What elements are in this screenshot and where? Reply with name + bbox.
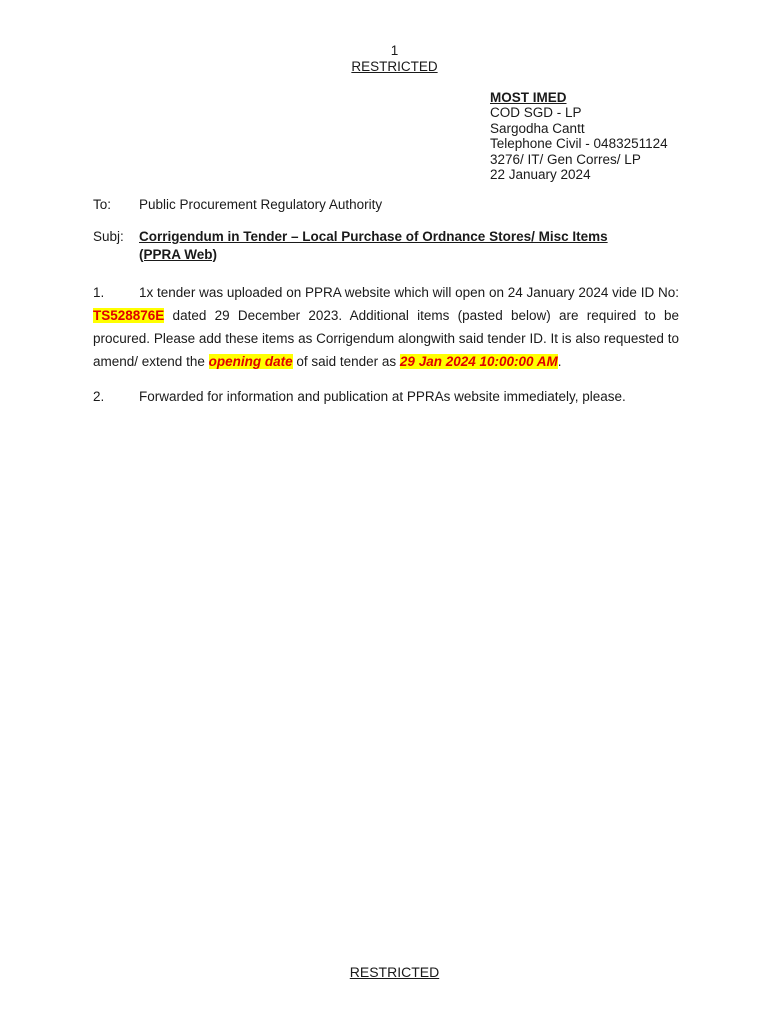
subject-label: Subj: <box>93 229 124 244</box>
paragraph-1-text-a: 1x tender was uploaded on PPRA website which will open on 24 January 2024 vide ID No: <box>139 285 679 300</box>
sender-block <box>490 90 668 182</box>
subject-line-1: Corrigendum in Tender – Local Purchase of Ordnance Stores/ Misc Items <box>139 229 608 244</box>
paragraph-1-text-d: . <box>557 354 562 369</box>
tender-id-highlight: TS528876E <box>93 308 165 323</box>
classification-header: RESTRICTED <box>351 59 438 74</box>
classification-footer: RESTRICTED <box>349 964 440 980</box>
subject-text <box>139 228 679 263</box>
paragraph-2-text: Forwarded for information and publication at PPRAs website immediately, please. <box>139 389 626 404</box>
sender-line-3: Sargodha Cantt <box>490 120 585 136</box>
addressee-name: Public Procurement Regulatory Authority <box>139 197 383 212</box>
paragraph-1-number: 1. <box>93 285 105 300</box>
letter-date: 22 January 2024 <box>490 167 591 183</box>
page-number: 1 <box>390 43 399 58</box>
sender-unit: MOST IMED <box>490 90 567 105</box>
paragraph-2-number: 2. <box>93 389 105 404</box>
paragraph-1-text-b: dated 29 December 2023. Additional items (pasted below) are required to be procured. Please add these items as Corrigendum alongwith said tender ID. It is also requested to amend/ extend the <box>93 308 679 369</box>
paragraph-1 <box>93 281 679 373</box>
opening-date-label-highlight: opening date <box>208 354 293 369</box>
sender-line-2: COD SGD - LP <box>490 105 582 121</box>
subject-line-2: (PPRA Web) <box>139 246 218 262</box>
new-date-highlight: 29 Jan 2024 10:00:00 AM <box>399 354 558 369</box>
sender-telephone: Telephone Civil - 0483251124 <box>490 136 668 152</box>
sender-reference: 3276/ IT/ Gen Corres/ LP <box>490 151 641 167</box>
to-label: To: <box>93 197 112 212</box>
paragraph-1-text-c: of said tender as <box>292 354 400 369</box>
